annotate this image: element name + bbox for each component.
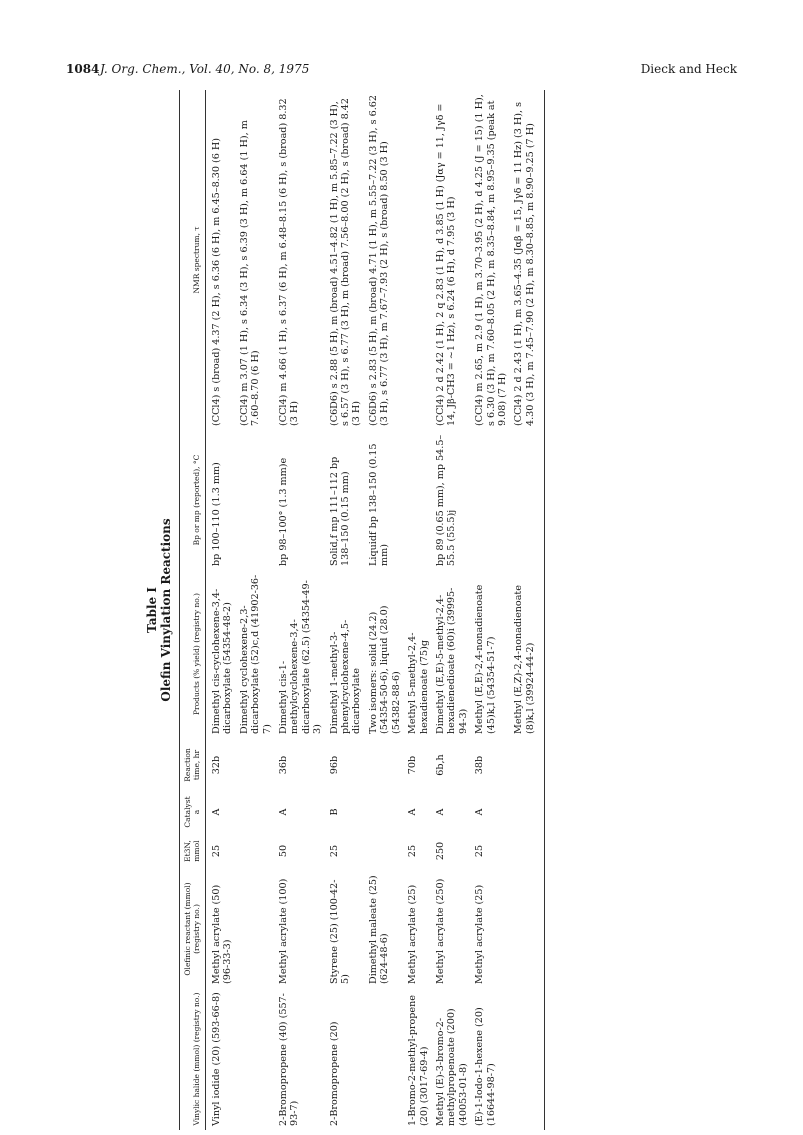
cell-halide: Methyl (E)-3-bromo-2-methylpropenoate (200) (40053-01-8): [434, 1008, 469, 1126]
column-header: Reaction time, hr: [180, 738, 206, 792]
cell-nmr: (CCl4) m 3.07 (1 H), s 6.34 (3 H), s 6.39 (3 H), m 6.64 (1 H), m 7.60–8.70 (6 H): [238, 120, 262, 426]
cell-catalyst: A: [407, 808, 419, 816]
cell-time: 32b: [211, 755, 222, 775]
cell-et3n: [236, 832, 275, 870]
cell-nmr: (C6D6) s 2.88 (5 H), m (broad) 4.51–4.82 (1 H), m 5.85–7.22 (3 H), s 6.57 (3 H), s 6.77 (3 H), m (broad) 7.56–8.00 (2 H), s (broad) 8.42 (3 H): [328, 98, 363, 426]
cell-olefin: Styrene (25) (100-42-5): [328, 879, 352, 984]
table-row: [510, 90, 544, 1130]
column-header: Products (% yield) (registry no.): [180, 570, 206, 738]
cell-catalyst: B: [328, 808, 340, 816]
page-header: [66, 62, 737, 80]
column-header: NMR spectrum, τ: [180, 90, 206, 430]
column-header: Bp or mp (reported), °C: [180, 430, 206, 570]
cell-time: [365, 738, 404, 792]
table-row: [471, 90, 510, 1130]
cell-catalyst: A: [278, 808, 290, 816]
cell-bp: bp 100–110 (1.3 mm): [211, 462, 222, 566]
cell-et3n: 25: [474, 844, 486, 858]
column-header: Catalyst a: [180, 792, 206, 832]
cell-halide: Vinyl iodide (20) (593-66-8): [211, 992, 222, 1126]
cell-et3n: 250: [434, 841, 446, 861]
table-row: [365, 90, 404, 1130]
cell-halide: [510, 988, 544, 1130]
cell-product: Dimethyl (E,E)-5-methyl-2,4-hexadienedioate (60)i (39995-94-3): [434, 587, 469, 734]
table-caption: [143, 90, 173, 1130]
cell-et3n: [510, 832, 544, 870]
cell-nmr: (CCl4) m 2.65, m 2.9 (1 H), m 3.70–3.95 (2 H), d 4.25 (J = 15) (1 H), s 6.30 (3 H), m 7.60–8.05 (2 H), m 8.35–8.84, m 8.95–9.35 (peak at 9.08) (7 H): [474, 94, 508, 426]
cell-time: 96b: [328, 755, 340, 775]
cell-product: Methyl (E,E)-2,4-nonadienoate (45)k,l (54354-51-7): [474, 584, 497, 734]
cell-et3n: 50: [278, 844, 290, 858]
cell-nmr: (CCl4) m 4.66 (1 H), s 6.37 (6 H), m 6.48–8.15 (6 H), s (broad) 8.32 (3 H): [278, 98, 301, 426]
cell-olefin: [510, 870, 544, 988]
cell-bp: Solid,f mp 111–112 bp 138–150 (0.15 mm): [328, 456, 352, 566]
table-row: [432, 90, 471, 1130]
table-subtitle: Olefin Vinylation Reactions: [159, 518, 173, 702]
cell-product: Dimethyl cis-1-methylcyclohexene-3,4-dicarboxylate (62.5) (54354-49-3): [278, 580, 324, 734]
cell-nmr: [404, 90, 432, 430]
table-row: [326, 90, 365, 1130]
cell-catalyst: [510, 792, 544, 832]
cell-halide: [236, 988, 275, 1130]
cell-nmr: (CCl4) s (broad) 4.37 (2 H), s 6.36 (6 H), m 6.45–8.30 (6 H): [211, 138, 222, 426]
cell-product: Dimethyl cis-cyclohexene-3,4-dicarboxylate (54354-48-2): [211, 588, 234, 734]
column-header: Vinylic halide (mmol) (registry no.): [180, 988, 206, 1130]
cell-product: Two isomers: solid (24.2) (54354-50-6), liquid (28.0) (54382-88-6): [367, 605, 402, 734]
cell-et3n: 25: [328, 844, 340, 858]
cell-halide: 2-Bromopropene (20): [328, 1021, 340, 1126]
rotated-table-region: [143, 90, 803, 1130]
cell-bp: bp 98–100° (1.3 mm)e: [278, 457, 290, 566]
cell-catalyst: A: [474, 808, 486, 816]
cell-et3n: 25: [211, 844, 222, 858]
table-row: [206, 90, 236, 1130]
journal-citation: J. Org. Chem., Vol. 40, No. 8, 1975: [100, 62, 310, 76]
vinylation-table: [179, 90, 545, 1130]
cell-olefin: Methyl acrylate (250): [434, 878, 446, 984]
cell-product: Dimethyl cyclohexene-2,3-dicarboxylate (52)c,d (41902-36-7): [238, 574, 273, 734]
cell-nmr: (CCl4) 2 d 2.43 (1 H), m 3.65–4.35 (Jαβ = 15, Jγδ = 11 Hz) (3 H), s 4.30 (3 H), m 7.45–7.90 (2 H), m 8.30–8.85, m 8.90–9.25 (7 H): [510, 90, 544, 430]
cell-olefin: Methyl acrylate (25): [474, 884, 486, 984]
cell-catalyst: [365, 792, 404, 832]
table-row: [236, 90, 275, 1130]
cell-et3n: 25: [407, 844, 419, 858]
cell-time: [510, 738, 544, 792]
table-row: [275, 90, 326, 1130]
cell-bp: [404, 430, 432, 570]
running-authors: Dieck and Heck: [640, 62, 737, 76]
cell-bp: bp 89 (0.65 mm), mp 54.5–55.5 (55.5)j: [434, 434, 458, 566]
cell-bp: [236, 430, 275, 570]
cell-olefin: Methyl acrylate (50) (96-33-3): [211, 884, 234, 984]
page-number: 1084: [66, 62, 100, 76]
cell-olefin: [236, 870, 275, 988]
cell-time: 36b: [278, 755, 290, 775]
table-body: [206, 90, 545, 1130]
cell-olefin: Methyl acrylate (25): [407, 884, 419, 984]
cell-halide: (E)-1-Iodo-1-hexene (20) (16644-98-7): [474, 1007, 497, 1126]
cell-et3n: [365, 832, 404, 870]
cell-time: [236, 738, 275, 792]
cell-olefin: Methyl acrylate (100): [278, 878, 290, 984]
cell-nmr: (CCl4) 2 d 2.42 (1 H), 2 q 2.83 (1 H), d 3.85 (1 H) (Jαγ = 11, Jγδ = 14, Jβ-CH3 = ~1 Hz), s 6.24 (6 H), d 7.95 (3 H): [434, 103, 458, 426]
table-title: Table I: [145, 587, 159, 633]
column-header: Olefinic reactant (mmol) (registry no.): [180, 870, 206, 988]
column-header: Et3N, mmol: [180, 832, 206, 870]
cell-halide: 2-Bromopropene (40) (557-93-7): [278, 993, 301, 1126]
cell-halide: 1-Bromo-2-methyl-propene (20) (3017-69-4): [407, 995, 430, 1126]
cell-catalyst: [236, 792, 275, 832]
cell-catalyst: A: [211, 808, 222, 816]
cell-time: 38b: [474, 755, 486, 775]
cell-halide: [365, 988, 404, 1130]
cell-time: 70b: [407, 755, 419, 775]
cell-catalyst: A: [434, 808, 446, 816]
cell-product: Dimethyl 1-methyl-3-phenylcyclohexene-4,5-dicarboxylate: [328, 619, 363, 734]
cell-bp: [510, 430, 544, 570]
cell-bp: Liquidf bp 138–150 (0.15 mm): [367, 443, 391, 566]
cell-olefin: Dimethyl maleate (25) (624-48-6): [367, 875, 391, 984]
cell-product: Methyl 5-methyl-2,4-hexadienoate (75)g: [407, 632, 430, 734]
cell-bp: [471, 430, 510, 570]
table-header-row: [180, 90, 206, 1130]
cell-time: 6b,h: [434, 754, 446, 776]
cell-product: Methyl (E,Z)-2,4-nonadienoate (8)k,l (39924-44-2): [510, 570, 544, 738]
cell-nmr: (C6D6) s 2.83 (5 H), m (broad) 4.71 (1 H), m 5.55–7.22 (3 H), s 6.62 (3 H), s 6.77 (3 H), m 7.67–7.93 (2 H), s (broad) 8.50 (3 H): [367, 95, 391, 426]
table-row: [404, 90, 432, 1130]
